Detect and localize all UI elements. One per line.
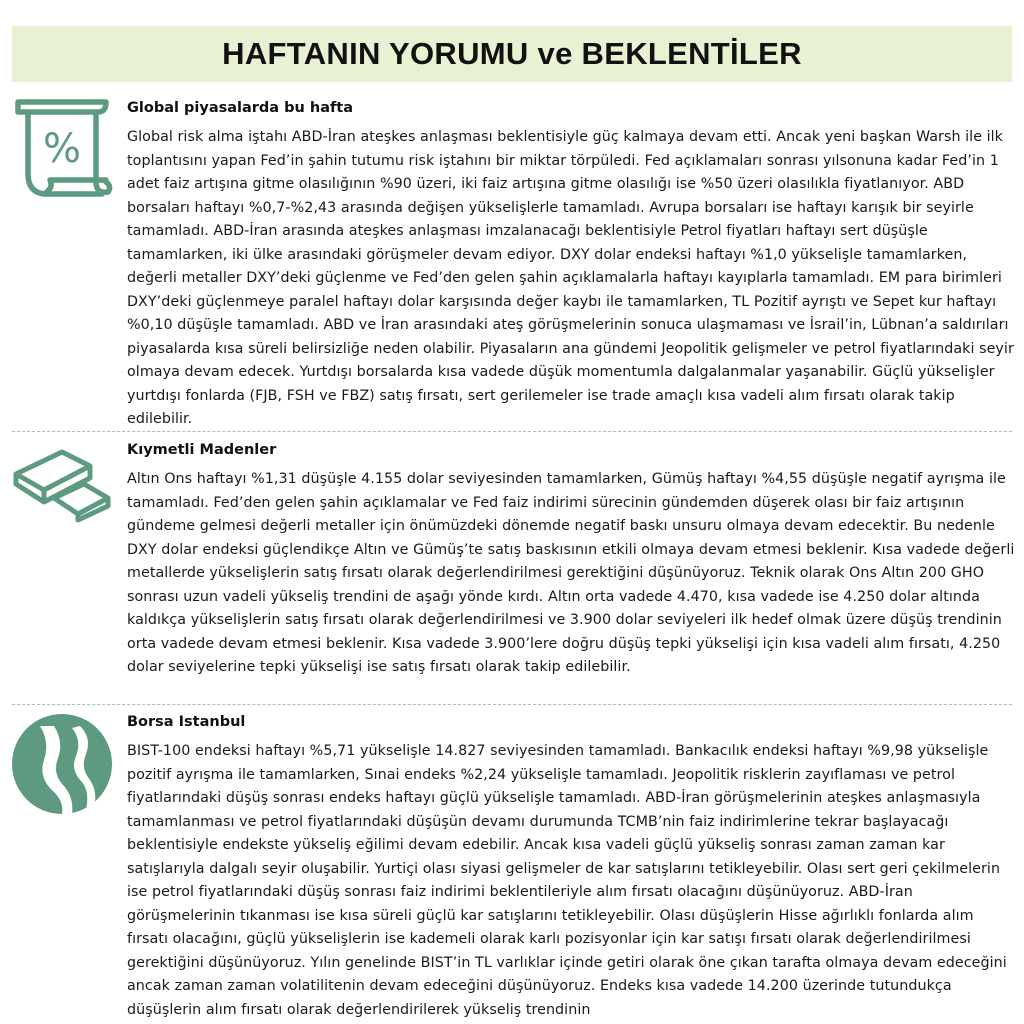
section-content [127, 440, 1015, 680]
section-content [127, 712, 1015, 1022]
page-title: HAFTANIN YORUMU ve BEKLENTİLER [222, 36, 802, 71]
section-divider [12, 431, 1012, 432]
section-body: Global risk alma iştahı ABD-İran ateşkes anlaşması beklentisiyle güç kalmaya devam etti. Ancak yeni başkan Warsh ile ilk toplantısını yapan Fed’in şahin tutumu risk iştahını bir miktar törpüledi. Fed açıklamaları sonrası yılsonuna kadar Fed’in 1 adet faiz artışına gitme olasılığının %90 üzeri, iki faiz artışına gitme olasılığı ise %50 üzeri olasılıkla fiyatlanıyor. ABD borsaları haftayı %0,7-%2,43 arasında değişen yükselişlerle tamamladı. Avrupa borsaları ise haftayı karışık bir seyirle tamamladı. ABD-İran arasında ateşkes anlaşması imzalanacağı beklentisiyle Petrol fiyatları haftayı sert düşüşle tamamlarken, iki ülke arasındaki görüşmeler devam ediyor. DXY dolar endeksi haftayı %1,0 yükselişle tamamlarken, değerli metaller DXY’deki güçlenme ve Fed’den gelen şahin açıklamalarla haftayı kayıplarla tamamladı. EM para birimleri DXY’deki güçlenmeye paralel haftayı dolar karşısında değer kaybı ile tamamlarken, TL Pozitif ayrıştı ve Sepet kur haftayı %0,10 düşüşle tamamladı. ABD ve İran arasındaki ateş görüşmelerinin sonuca ulaşmaması ve İsrail’in, Lübnan’a saldırıları piyasalarda kısa süreli belirsizliğe neden olabilir. Piyasaların ana gündemi Jeopolitik gelişmeler ve petrol fiyatlarındaki seyir olmaya devam edecek. Yurtdışı borsalarda kısa vadede düşük momentumla dalgalanmalar yaşanabilir. Güçlü yükselişler yurtdışı fonlarda (FJB, FSH ve FBZ) satış fırsatı, sert gerilemeler ise trade amaçlı kısa vadeli alım fırsatı olarak takip edilebilir. [127, 129, 1014, 427]
gold-bars-icon [10, 444, 114, 528]
section-body: BIST-100 endeksi haftayı %5,71 yükselişle 14.827 seviyesinden tamamladı. Bankacılık endeksi haftayı %9,98 yükselişle pozitif ayrışma ile tamamlarken, Sınai endeks %2,24 yükselişle tamamladı. Jeopolitik risklerin zayıflaması ve petrol fiyatlarındaki düşüş sonrası endeks haftayı güçlü yükselişle tamamladı. ABD-İran görüşmelerinin ateşkes anlaşmasıyla tamamlanması ve petrol fiyatlarındaki düşüşün devamı durumunda TCMB’nin faiz indirimlerine tekrar başlayacağı beklentisiyle endekste yükseliş eğilimi devam edebilir. Ancak kısa vadeli güçlü yükseliş sonrası zaman zaman kar satışlarıyla dalgalı seyir oluşabilir. Yurtiçi olası siyasi gelişmeler de kar satışlarını tetikleyebilir. Olası sert geri çekilmelerin ise petrol fiyatlarındaki düşüş sonrası faiz indirimi beklentileriyle alım fırsatı olacağını düşünüyoruz. ABD-İran görüşmelerinin tıkanması ise kısa süreli güçlü kar satışlarını tetikleyebilir. Olası düşüşlerin Hisse ağırlıklı fonlarda alım fırsatı olacağını, güçlü yükselişlerin ise kademeli olarak karlı pozisyonlar için kar satışı fırsatı olarak değerlendirilmesi gerektiğini düşünüyoruz. Yılın genelinde BIST’in TL varlıklar içinde getiri olarak öne çıkan tarafta olmaya devam edeceğini ancak zaman zaman volatilitenin devam edeceğini düşünüyoruz. Endeks kısa vadede 14.200 üzerinde tutundukça düşüşlerin alım fırsatı olarak değerlendirilerek yükseliş trendinin [127, 743, 1007, 1018]
section-body: Altın Ons haftayı %1,31 düşüşle 4.155 dolar seviyesinden tamamlarken, Gümüş haftayı %4,55 düşüşle negatif ayrışma ile tamamladı. Fed’den gelen şahin açıklamalar ve Fed faiz indirimi sürecinin gündemden düşerek olası bir faiz artışının gündeme gelmesi değerli metaller için önümüzdeki dönemde negatif baskı unsuru olmaya devam edecektir. Bu nedenle DXY dolar endeksi güçlendikçe Altın ve Gümüş’te satış baskısının etkili olmaya devam etmesi beklenir. Kısa vadede değerli metallerde yükselişlerin satış fırsatı olarak değerlendirilmesi gerektiğini düşünüyoruz. Teknik olarak Ons Altın 200 GHO sonrası uzun vadeli yükseliş trendini de aşağı yönde kırdı. Altın orta vadede 4.470, kısa vadede ise 4.250 dolar altında kaldıkça yükselişlerin satış fırsatı olarak değerlendirilmesi ve 3.900 dolar seviyeleri ilk hedef olmak üzere düşüş trendinin orta vadede devam etmesi beklenir. Kısa vadede 3.900’lere doğru düşüş tepki yükselişi için kısa vadeli alım fırsatı, 4.250 dolar seviyelerine tepki yükselişi ise satış fırsatı olarak takip edilebilir. [127, 471, 1015, 675]
section-title: Kıymetli Madenler [127, 442, 277, 458]
page-header [12, 26, 1012, 82]
section-content [127, 98, 1015, 432]
section-title: Borsa Istanbul [127, 714, 246, 730]
borsa-istanbul-logo-icon [10, 712, 114, 820]
section-title: Global piyasalarda bu hafta [127, 100, 354, 116]
section-divider [12, 704, 1012, 705]
percent-document-icon [10, 96, 114, 204]
svg-text:%: % [42, 126, 82, 172]
